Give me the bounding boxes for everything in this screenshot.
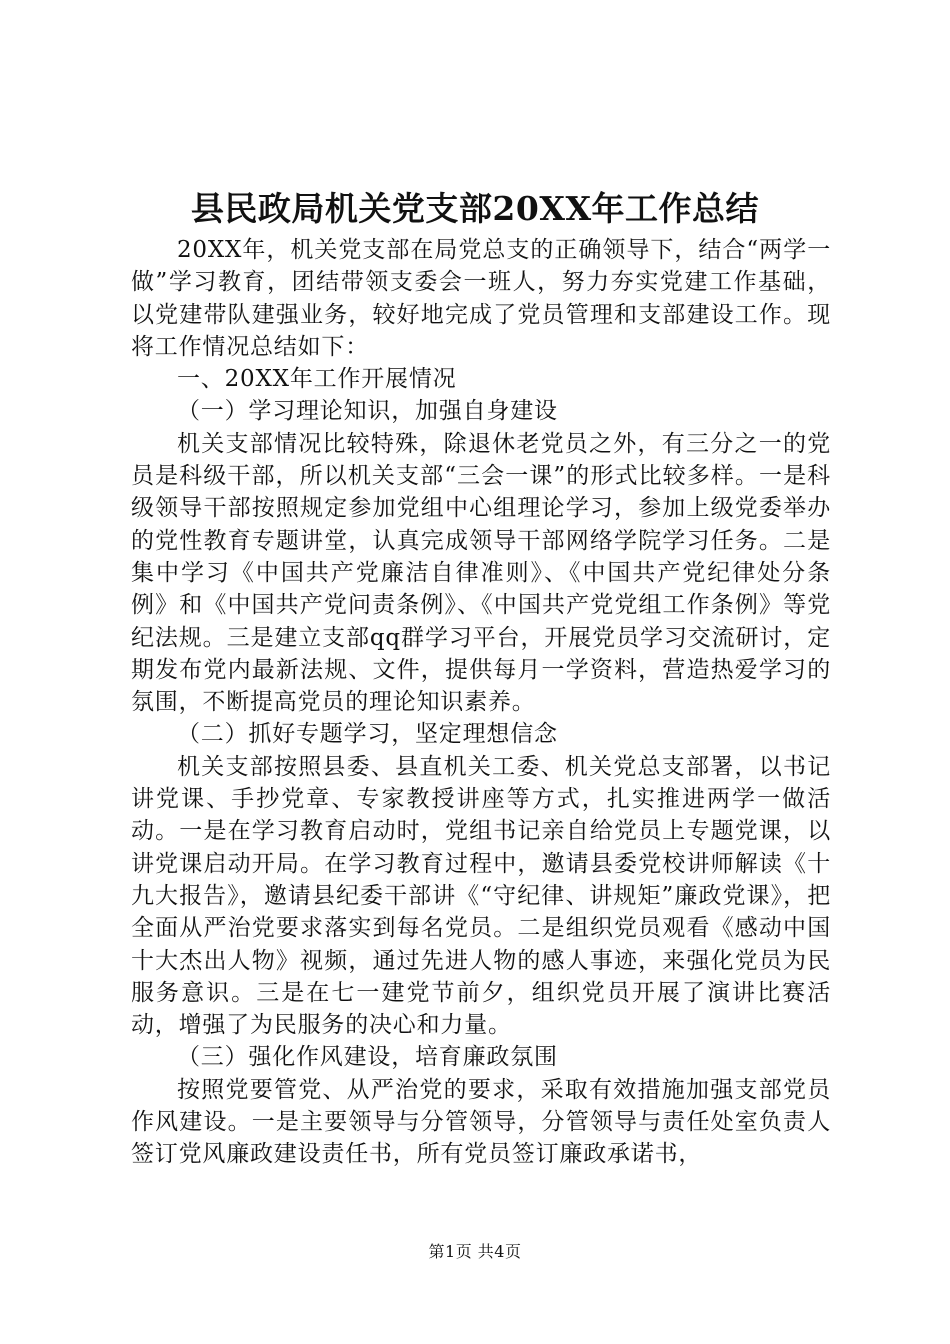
subsection-heading-2: （二）抓好专题学习，坚定理想信念 xyxy=(177,721,558,748)
section-heading-1: 一、20XX年工作开展情况 xyxy=(177,366,457,393)
subsection-heading-3: （三）强化作风建设，培育廉政氛围 xyxy=(177,1044,558,1071)
paragraph-study-theory: 机关支部情况比较特殊，除退休老党员之外，有三分之一的党员是科级干部，所以机关支部“三会一课”的形式比较多样。一是科级领导干部按照规定参加党组中心组理论学习，参加上级党委举办的党性教育专题讲堂，认真完成领导干部网络学院学习任务。二是集中学习《中国共产党廉洁自律准则》、《中国共产党纪律处分条例》和《中国共产党问责条例》、《中国共产党党组工作条例》等党纪法规。三是建立支部qq群学习平台，开展党员学习交流研讨，定期发布党内最新法规、文件，提供每月一学资料，营造热爱学习的氛围，不断提高党员的理论知识素养。 xyxy=(131,430,831,716)
document-body xyxy=(131,234,831,1171)
paragraph-work-style: 按照党要管党、从严治党的要求，采取有效措施加强支部党员作风建设。一是主要领导与分管领导，分管领导与责任处室负责人签订党风廉政建设责任书，所有党员签订廉政承诺书， xyxy=(131,1076,831,1168)
paragraph-special-study: 机关支部按照县委、县直机关工委、机关党总支部署，以书记讲党课、手抄党章、专家教授讲座等方式，扎实推进两学一做活动。一是在学习教育启动时，党组书记亲自给党员上专题党课，以讲党课启动开局。在学习教育过程中，邀请县委党校讲师解读《十九大报告》，邀请县纪委干部讲《“守纪律、讲规矩”廉政党课》，把全面从严治党要求落实到每名党员。二是组织党员观看《感动中国十大杰出人物》视频，通过先进人物的感人事迹，来强化党员为民服务意识。三是在七一建党节前夕，组织党员开展了演讲比赛活动，增强了为民服务的决心和力量。 xyxy=(131,753,831,1039)
subsection-heading-1: （一）学习理论知识，加强自身建设 xyxy=(177,398,558,425)
page-number-footer: 第1页 共4页 xyxy=(428,1242,522,1261)
intro-paragraph: 20XX年，机关党支部在局党总支的正确领导下，结合“两学一做”学习教育，团结带领支委会一班人，努力夯实党建工作基础，以党建带队建强业务，较好地完成了党员管理和支部建设工作。现将工作情况总结如下： xyxy=(131,237,831,360)
document-title: 县民政局机关党支部20XX年工作总结 xyxy=(190,189,760,228)
